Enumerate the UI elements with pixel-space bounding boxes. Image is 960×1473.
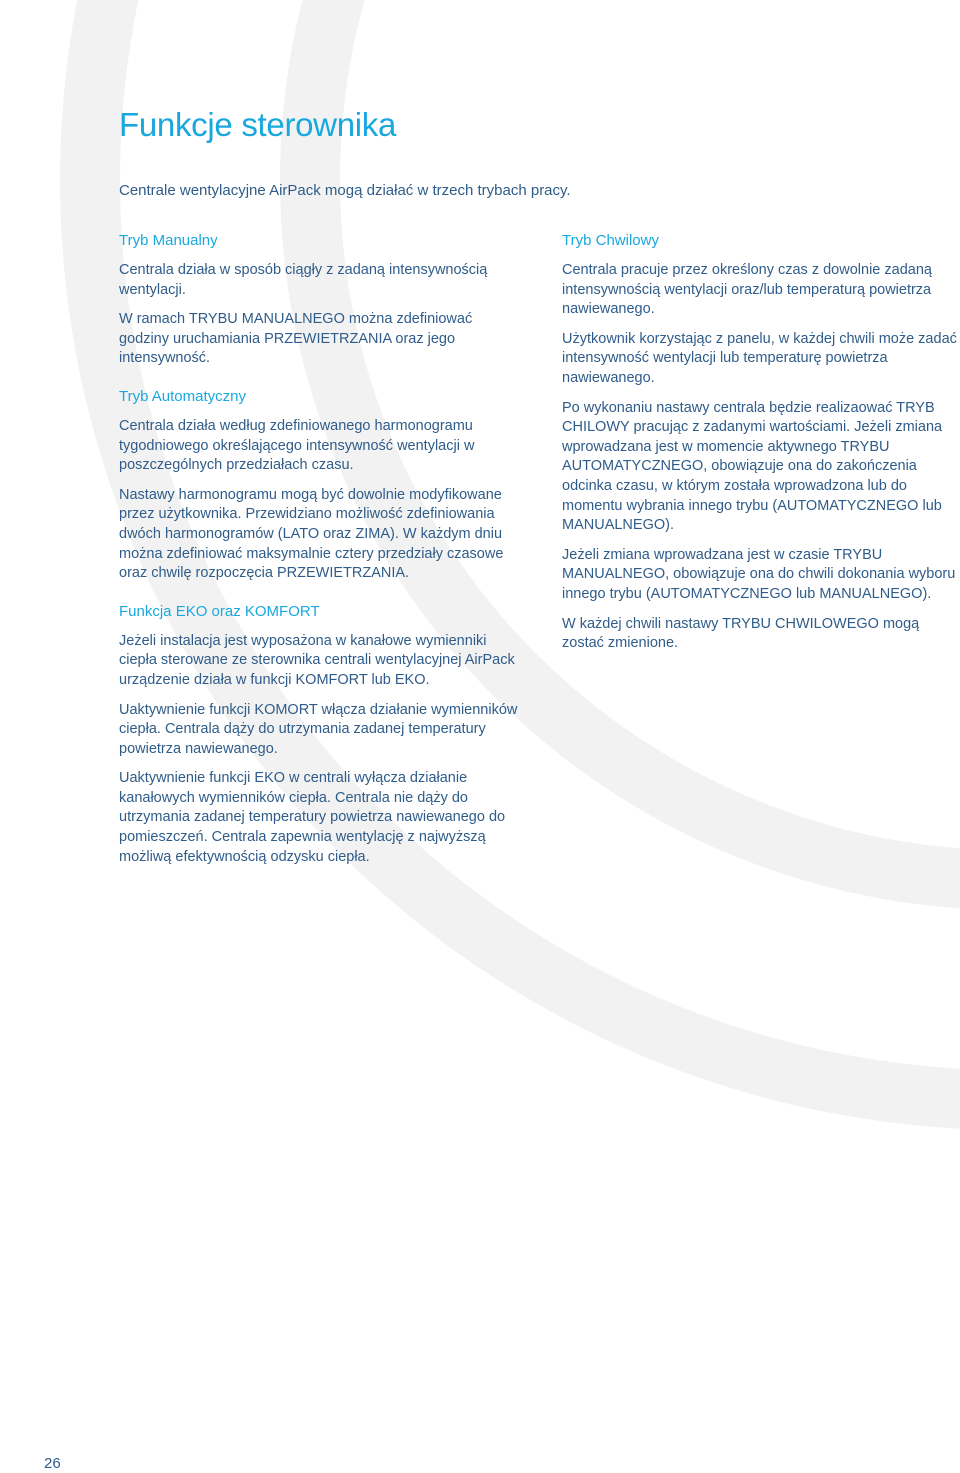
paragraph: Centrala działa w sposób ciągły z zadaną intensywnością wentylacji. — [119, 262, 488, 298]
right-column — [562, 231, 960, 672]
section-heading: Funkcja EKO oraz KOMFORT — [119, 602, 320, 620]
paragraph: Użytkownik korzystając z panelu, w każdej chwili może zadać intensywność wentylacji lub temperaturę powietrza nawiewanego. — [562, 330, 957, 386]
section-eko-komfort — [119, 602, 519, 868]
paragraph: Centrala działa według zdefiniowanego harmonogramu tygodniowego określającego intensywność wentylacji w poszczególnych przedziałach czasu. — [119, 417, 475, 474]
intro-text: Centrale wentylacyjne AirPack mogą działać w trzech trybach pracy. — [119, 182, 571, 199]
paragraph: W ramach TRYBU MANUALNEGO można zdefiniować godziny uruchamiania PRZEWIETRZANIA oraz jego intensywność. — [119, 311, 473, 367]
paragraph: Centrala pracuje przez określony czas z dowolnie zadaną intensywnością wentylacji oraz/lub temperaturą powietrza nawiewanego. — [562, 262, 932, 318]
left-column — [119, 231, 519, 885]
paragraph: Po wykonaniu nastawy centrala będzie realizaować TRYB CHILOWY pracując z zadanymi wartościami. Jeżeli zmiana wprowadzana jest w momencie aktywnego TRYBU AUTOMATYCZNEGO, obowiązuje ona do zakończenia odcinka czasu, w którym została wprowadzona lub do momentu wybrania innego trybu (AUTOMATYCZNEGO lub MANUALNEGO). — [562, 399, 943, 534]
paragraph: Jeżeli zmiana wprowadzana jest w czasie TRYBU MANUALNEGO, obowiązuje ona do chwili dokonania wyboru innego trybu (AUTOMATYCZNEGO lub MANUALNEGO). — [562, 546, 956, 602]
section-heading: Tryb Chwilowy — [562, 232, 659, 249]
paragraph: Uaktywnienie funkcji EKO w centrali wyłącza działanie kanałowych wymienników ciepła. Centrala nie dąży do utrzymania zadanej temperatury powietrza nawiewanego do pomieszczeń. Centrala zapewnia wentylację z najwyższą możliwą efektywnością odzysku ciepła. — [119, 770, 506, 865]
page-title: Funkcje sterownika — [119, 106, 397, 143]
section-heading: Tryb Automatyczny — [119, 387, 246, 405]
paragraph: Jeżeli instalacja jest wyposażona w kanałowe wymienniki ciepła sterowane ze sterownika centrali wentylacyjnej AirPack urządzenie działa w funkcji KOMFORT lub EKO. — [119, 632, 515, 688]
section-manual-mode — [119, 231, 519, 369]
page-number: 26 — [44, 1455, 61, 1472]
paragraph: Uaktywnienie funkcji KOMORT włącza działanie wymienników ciepła. Centrala dąży do utrzymania zadanej temperatury powietrza nawiewanego. — [119, 701, 518, 757]
section-temporary-mode — [562, 231, 960, 654]
paragraph: Nastawy harmonogramu mogą być dowolnie modyfikowane przez użytkownika. Przewidziano możliwość zdefiniowania dwóch harmonogramów (LATO oraz ZIMA). W każdym dniu można zdefiniować maksymalnie cztery przedziały czasowe oraz chwilę rozpoczęcia PRZEWIETRZANIA. — [119, 486, 504, 582]
paragraph: W każdej chwili nastawy TRYBU CHWILOWEGO mogą zostać zmienione. — [562, 615, 920, 652]
section-automatic-mode — [119, 387, 519, 584]
section-heading: Tryb Manualny — [119, 232, 218, 249]
